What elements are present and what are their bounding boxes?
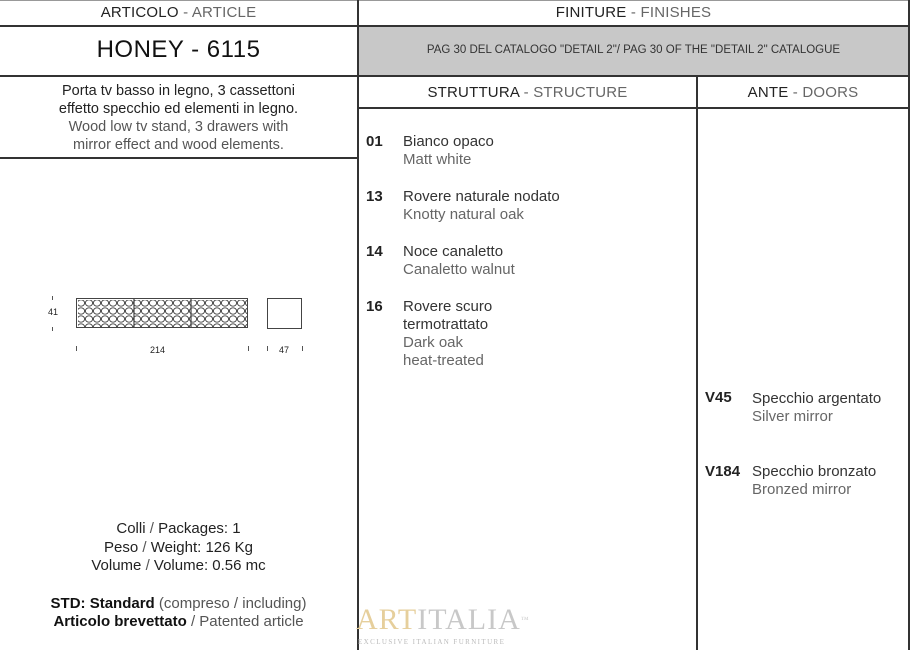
front-view-drawing <box>76 298 248 328</box>
width-tick-right <box>248 346 249 351</box>
desc-it-line-1: Porta tv basso in legno, 3 cassettoni <box>62 83 295 99</box>
height-tick-top <box>52 296 53 300</box>
finishes-header: FINITURE - FINISHES <box>555 4 712 21</box>
weight-spec: Peso / Weight: 126 Kg <box>103 538 253 556</box>
std-line: STD: Standard (compreso / including) <box>50 595 307 612</box>
door-code-v45: V45 <box>705 389 732 406</box>
subheader-divider <box>358 107 910 109</box>
width-dimension: 214 <box>150 345 166 355</box>
doors-column-divider <box>696 75 698 650</box>
door-code-v184: V184 <box>705 463 741 480</box>
depth-dimension: 47 <box>279 345 290 355</box>
article-description <box>0 82 357 154</box>
article-name: HONEY - 6115 <box>96 36 261 63</box>
doors-header: ANTE - DOORS <box>747 84 859 101</box>
structure-item-14: Noce canaletto Canaletto walnut <box>403 243 515 278</box>
volume-spec: Volume / Volume: 0.56 mc <box>91 557 266 574</box>
patent-line: Articolo brevettato / Patented article <box>53 613 304 630</box>
structure-code-01: 01 <box>366 133 383 150</box>
structure-header: STRUTTURA - STRUCTURE <box>427 84 628 101</box>
desc-en-line-2: mirror effect and wood elements. <box>73 137 284 153</box>
structure-code-16: 16 <box>366 298 383 315</box>
structure-item-13: Rovere naturale nodato Knotty natural oak <box>403 188 560 223</box>
standard-block <box>0 595 357 631</box>
height-dimension: 41 <box>48 307 59 317</box>
depth-tick-right <box>302 346 303 351</box>
artitalia-logo: ARTITALIA™ <box>356 603 530 636</box>
top-border <box>0 0 910 1</box>
width-tick-left <box>76 346 77 351</box>
article-header: ARTICOLO - ARTICLE <box>100 4 257 21</box>
side-view-drawing <box>267 298 302 329</box>
specs-block <box>0 520 357 576</box>
depth-tick-left <box>267 346 268 351</box>
title-divider <box>0 75 910 77</box>
structure-code-14: 14 <box>366 243 383 260</box>
door-item-v45: Specchio argentato Silver mirror <box>752 390 882 425</box>
height-tick-bottom <box>52 327 53 331</box>
structure-item-01: Bianco opaco Matt white <box>403 133 494 168</box>
door-item-v184: Specchio bronzato Bronzed mirror <box>752 463 877 498</box>
desc-divider <box>0 157 358 159</box>
desc-en-line-1: Wood low tv stand, 3 drawers with <box>68 119 289 135</box>
structure-code-13: 13 <box>366 188 383 205</box>
structure-item-16: Rovere scuro termotrattato Dark oak heat-treated <box>403 298 493 369</box>
honeycomb-pattern-icon <box>77 299 248 328</box>
catalog-note: PAG 30 DEL CATALOGO "DETAIL 2"/ PAG 30 OF THE "DETAIL 2" CATALOGUE <box>426 44 841 56</box>
desc-it-line-2: effetto specchio ed elementi in legno. <box>58 101 299 117</box>
packages-spec: Colli / Packages: 1 <box>116 520 241 537</box>
brand-tagline: EXCLUSIVE ITALIAN FURNITURE <box>358 638 506 646</box>
